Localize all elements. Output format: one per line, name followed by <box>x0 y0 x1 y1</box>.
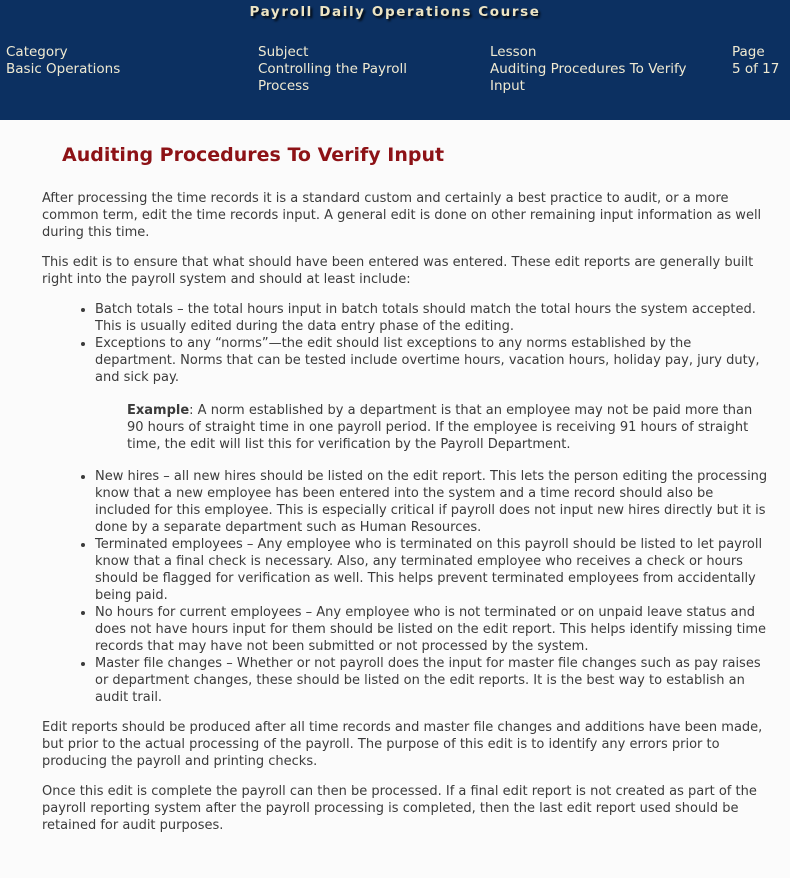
header-column-subject <box>258 44 490 95</box>
intro-paragraph-2: This edit is to ensure that what should have been entered was entered. These edit reports are generally built right into the payroll system and should at least include: <box>42 255 754 287</box>
edit-report-list-2 <box>42 468 772 706</box>
example-text: : A norm established by a department is that an employee may not be paid more than 90 hours of straight time in one payroll period. If the employee is receiving 91 hours of straight time, the edit will list this for verification by the Payroll Department. <box>127 403 753 452</box>
closing-paragraph-2: Once this edit is complete the payroll can then be processed. If a final edit report is not created as part of the payroll reporting system after the payroll processing is completed, then the last edit report used should be retained for audit purposes. <box>42 784 757 833</box>
page-value: 5 of 17 <box>732 61 780 77</box>
lesson-content <box>0 144 790 846</box>
category-label: Category <box>6 44 68 60</box>
bullet-item-master-file-changes: • Master file changes – Whether or not payroll does the input for master file changes such as pay raises or department changes, these should be listed on the edit reports. It is the best way to establish an audit trail. <box>95 655 772 706</box>
example-label: Example <box>127 403 190 418</box>
example-block <box>127 402 755 453</box>
bullet-item-new-hires: • New hires – all new hires should be listed on the edit report. This lets the person editing the processing know that a new employee has been entered into the system and a time record should also be included for this employee. This is especially critical if payroll does not input new hires directly but it is done by a separate department such as Human Resources. <box>95 468 772 536</box>
lesson-label: Lesson <box>490 44 537 60</box>
header-column-page <box>732 44 788 95</box>
bullet-item-exceptions: • Exceptions to any “norms”—the edit should list exceptions to any norms established by the department. Norms that can be tested include overtime hours, vacation hours, holiday pay, jury duty, and sick pay. <box>95 335 772 386</box>
lesson-info-bar <box>0 44 790 95</box>
intro-paragraph-1: After processing the time records it is a standard custom and certainly a best practice to audit, or a more common term, edit the time records input. A general edit is done on other remaining input information as well during this time. <box>42 191 762 240</box>
bullet-item-terminated-employees: • Terminated employees – Any employee who is terminated on this payroll should be listed to let payroll know that a final check is necessary. Also, any terminated employee who receives a check or hours should be flagged for verification as well. This helps prevent terminated employees from accidentally being paid. <box>95 536 772 604</box>
bullet-item-batch-totals: • Batch totals – the total hours input in batch totals should match the total hours the system accepted. This is usually edited during the data entry phase of the editing. <box>95 301 772 335</box>
header-column-category <box>6 44 258 95</box>
subject-value: Controlling the Payroll Process <box>258 61 407 94</box>
page-title: Auditing Procedures To Verify Input <box>62 144 445 166</box>
header-column-lesson <box>490 44 732 95</box>
bullet-item-no-hours: • No hours for current employees – Any employee who is not terminated or on unpaid leave status and does not have hours input for them should be listed on the edit report. This helps identify missing time records that may have not been submitted or not processed by the system. <box>95 604 772 655</box>
subject-label: Subject <box>258 44 309 60</box>
page-label: Page <box>732 44 765 60</box>
closing-paragraph-1: Edit reports should be produced after all time records and master file changes and additions have been made, but prior to the actual processing of the payroll. The purpose of this edit is to identify any errors prior to producing the payroll and printing checks. <box>42 720 763 769</box>
course-header <box>0 0 790 120</box>
course-title: Payroll Daily Operations Course <box>249 4 541 20</box>
category-value: Basic Operations <box>6 61 121 77</box>
lesson-value: Auditing Procedures To Verify Input <box>490 61 687 94</box>
edit-report-list-1 <box>42 301 772 386</box>
